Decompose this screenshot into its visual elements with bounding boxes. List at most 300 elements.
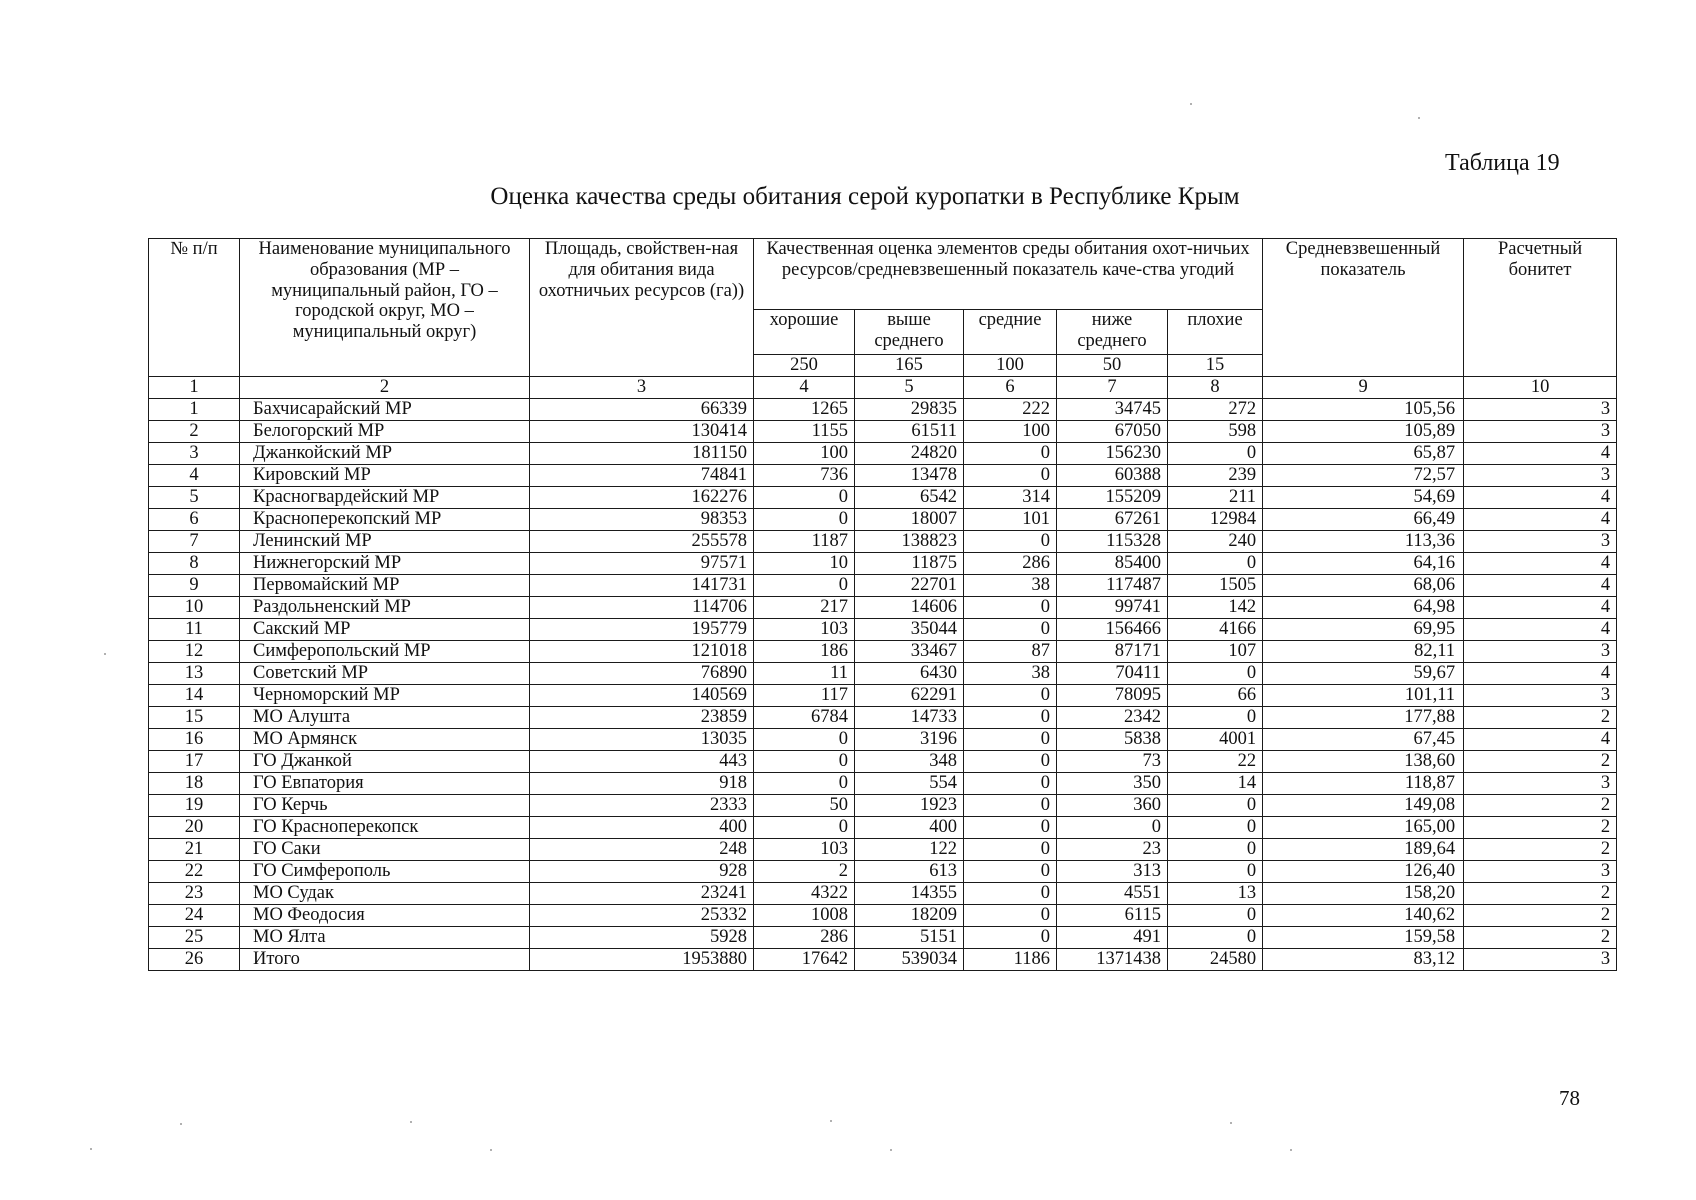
cell-good: 0 bbox=[754, 773, 855, 795]
cell-below-average: 78095 bbox=[1057, 685, 1168, 707]
cell-area: 255578 bbox=[530, 531, 754, 553]
cell-bonitet: 2 bbox=[1464, 883, 1617, 905]
header-quality: Качественная оценка элементов среды обитания охот-ничьих ресурсов/средневзвешенный показатель каче-ства угодий bbox=[754, 239, 1263, 310]
cell-poor: 14 bbox=[1168, 773, 1263, 795]
table-row bbox=[149, 531, 1617, 553]
cell-good: 736 bbox=[754, 465, 855, 487]
table-row bbox=[149, 883, 1617, 905]
cell-above-average: 18209 bbox=[855, 905, 964, 927]
cell-below-average: 156230 bbox=[1057, 443, 1168, 465]
scan-speck bbox=[104, 653, 106, 655]
cell-poor: 598 bbox=[1168, 421, 1263, 443]
cell-area: 2333 bbox=[530, 795, 754, 817]
cell-num: 11 bbox=[149, 619, 240, 641]
cell-bonitet: 2 bbox=[1464, 795, 1617, 817]
cell-above-average: 6542 bbox=[855, 487, 964, 509]
cell-above-average: 138823 bbox=[855, 531, 964, 553]
cell-num: 4 bbox=[149, 465, 240, 487]
cell-poor: 142 bbox=[1168, 597, 1263, 619]
cell-poor: 0 bbox=[1168, 839, 1263, 861]
cell-below-average: 99741 bbox=[1057, 597, 1168, 619]
table-row bbox=[149, 795, 1617, 817]
cell-num: 13 bbox=[149, 663, 240, 685]
cell-weighted: 65,87 bbox=[1263, 443, 1464, 465]
header-weighted: Средневзвешенный показатель bbox=[1263, 239, 1464, 377]
column-index-cell: 7 bbox=[1057, 377, 1168, 399]
cell-good: 1187 bbox=[754, 531, 855, 553]
cell-average: 0 bbox=[964, 795, 1057, 817]
table-row bbox=[149, 707, 1617, 729]
cell-above-average: 22701 bbox=[855, 575, 964, 597]
cell-weighted: 82,11 bbox=[1263, 641, 1464, 663]
cell-above-average: 3196 bbox=[855, 729, 964, 751]
cell-area: 66339 bbox=[530, 399, 754, 421]
cell-poor: 0 bbox=[1168, 707, 1263, 729]
cell-above-average: 6430 bbox=[855, 663, 964, 685]
cell-name: Нижнегорский МР bbox=[240, 553, 530, 575]
cell-name: Красноперекопский МР bbox=[240, 509, 530, 531]
cell-name: ГО Джанкой bbox=[240, 751, 530, 773]
cell-num: 21 bbox=[149, 839, 240, 861]
cell-num: 16 bbox=[149, 729, 240, 751]
cell-good: 117 bbox=[754, 685, 855, 707]
cell-below-average: 350 bbox=[1057, 773, 1168, 795]
cell-above-average: 539034 bbox=[855, 949, 964, 971]
cell-poor: 0 bbox=[1168, 861, 1263, 883]
cell-weighted: 149,08 bbox=[1263, 795, 1464, 817]
cell-area: 97571 bbox=[530, 553, 754, 575]
cell-above-average: 29835 bbox=[855, 399, 964, 421]
cell-good: 6784 bbox=[754, 707, 855, 729]
scan-speck bbox=[90, 1148, 92, 1150]
cell-average: 0 bbox=[964, 465, 1057, 487]
cell-bonitet: 2 bbox=[1464, 905, 1617, 927]
cell-average: 0 bbox=[964, 729, 1057, 751]
cell-area: 5928 bbox=[530, 927, 754, 949]
cell-average: 0 bbox=[964, 839, 1057, 861]
column-index-cell: 9 bbox=[1263, 377, 1464, 399]
column-index-cell: 3 bbox=[530, 377, 754, 399]
cell-num: 2 bbox=[149, 421, 240, 443]
cell-bonitet: 4 bbox=[1464, 619, 1617, 641]
weight-poor: 15 bbox=[1168, 355, 1263, 377]
cell-above-average: 35044 bbox=[855, 619, 964, 641]
cell-bonitet: 3 bbox=[1464, 773, 1617, 795]
cell-below-average: 156466 bbox=[1057, 619, 1168, 641]
cell-poor: 0 bbox=[1168, 663, 1263, 685]
cell-area: 130414 bbox=[530, 421, 754, 443]
cell-above-average: 14733 bbox=[855, 707, 964, 729]
cell-name: МО Судак bbox=[240, 883, 530, 905]
cell-below-average: 70411 bbox=[1057, 663, 1168, 685]
cell-below-average: 34745 bbox=[1057, 399, 1168, 421]
cell-poor: 4166 bbox=[1168, 619, 1263, 641]
cell-weighted: 113,36 bbox=[1263, 531, 1464, 553]
scan-speck bbox=[830, 1120, 832, 1122]
cell-name: МО Армянск bbox=[240, 729, 530, 751]
cell-poor: 211 bbox=[1168, 487, 1263, 509]
cell-average: 286 bbox=[964, 553, 1057, 575]
table-row bbox=[149, 663, 1617, 685]
cell-good: 0 bbox=[754, 487, 855, 509]
cell-poor: 272 bbox=[1168, 399, 1263, 421]
cell-above-average: 348 bbox=[855, 751, 964, 773]
cell-good: 0 bbox=[754, 751, 855, 773]
cell-num: 22 bbox=[149, 861, 240, 883]
table-row bbox=[149, 861, 1617, 883]
cell-good: 0 bbox=[754, 729, 855, 751]
column-index-cell: 8 bbox=[1168, 377, 1263, 399]
cell-weighted: 118,87 bbox=[1263, 773, 1464, 795]
cell-average: 38 bbox=[964, 663, 1057, 685]
cell-bonitet: 3 bbox=[1464, 421, 1617, 443]
cell-weighted: 64,16 bbox=[1263, 553, 1464, 575]
cell-name: Советский МР bbox=[240, 663, 530, 685]
cell-below-average: 60388 bbox=[1057, 465, 1168, 487]
cell-area: 195779 bbox=[530, 619, 754, 641]
cell-name: Сакский МР bbox=[240, 619, 530, 641]
cell-average: 0 bbox=[964, 707, 1057, 729]
table-row bbox=[149, 751, 1617, 773]
cell-above-average: 400 bbox=[855, 817, 964, 839]
cell-name: ГО Красноперекопск bbox=[240, 817, 530, 839]
table-row bbox=[149, 399, 1617, 421]
table-row bbox=[149, 443, 1617, 465]
cell-bonitet: 2 bbox=[1464, 817, 1617, 839]
cell-below-average: 4551 bbox=[1057, 883, 1168, 905]
cell-area: 918 bbox=[530, 773, 754, 795]
cell-average: 0 bbox=[964, 861, 1057, 883]
table-row bbox=[149, 553, 1617, 575]
cell-num: 5 bbox=[149, 487, 240, 509]
cell-area: 141731 bbox=[530, 575, 754, 597]
cell-average: 0 bbox=[964, 905, 1057, 927]
cell-bonitet: 2 bbox=[1464, 927, 1617, 949]
table-row bbox=[149, 597, 1617, 619]
cell-poor: 0 bbox=[1168, 795, 1263, 817]
cell-area: 23241 bbox=[530, 883, 754, 905]
cell-weighted: 64,98 bbox=[1263, 597, 1464, 619]
table-row bbox=[149, 817, 1617, 839]
cell-good: 1155 bbox=[754, 421, 855, 443]
cell-area: 1953880 bbox=[530, 949, 754, 971]
cell-bonitet: 3 bbox=[1464, 399, 1617, 421]
cell-num: 6 bbox=[149, 509, 240, 531]
weight-good: 250 bbox=[754, 355, 855, 377]
cell-below-average: 73 bbox=[1057, 751, 1168, 773]
cell-good: 0 bbox=[754, 817, 855, 839]
cell-bonitet: 4 bbox=[1464, 575, 1617, 597]
cell-above-average: 62291 bbox=[855, 685, 964, 707]
cell-num: 14 bbox=[149, 685, 240, 707]
cell-num: 26 bbox=[149, 949, 240, 971]
cell-area: 928 bbox=[530, 861, 754, 883]
cell-num: 8 bbox=[149, 553, 240, 575]
cell-weighted: 165,00 bbox=[1263, 817, 1464, 839]
cell-good: 50 bbox=[754, 795, 855, 817]
cell-above-average: 61511 bbox=[855, 421, 964, 443]
cell-area: 76890 bbox=[530, 663, 754, 685]
cell-area: 98353 bbox=[530, 509, 754, 531]
cell-average: 0 bbox=[964, 817, 1057, 839]
cell-below-average: 87171 bbox=[1057, 641, 1168, 663]
scan-speck bbox=[1418, 117, 1420, 119]
cell-above-average: 554 bbox=[855, 773, 964, 795]
cell-below-average: 360 bbox=[1057, 795, 1168, 817]
cell-above-average: 5151 bbox=[855, 927, 964, 949]
cell-name: Первомайский МР bbox=[240, 575, 530, 597]
column-index-row bbox=[149, 377, 1617, 399]
cell-average: 87 bbox=[964, 641, 1057, 663]
cell-bonitet: 4 bbox=[1464, 729, 1617, 751]
cell-below-average: 67261 bbox=[1057, 509, 1168, 531]
cell-below-average: 155209 bbox=[1057, 487, 1168, 509]
cell-average: 0 bbox=[964, 927, 1057, 949]
cell-bonitet: 3 bbox=[1464, 949, 1617, 971]
cell-area: 140569 bbox=[530, 685, 754, 707]
cell-name: Ленинский МР bbox=[240, 531, 530, 553]
cell-poor: 22 bbox=[1168, 751, 1263, 773]
cell-poor: 107 bbox=[1168, 641, 1263, 663]
weight-below-average: 50 bbox=[1057, 355, 1168, 377]
cell-name: Кировский МР bbox=[240, 465, 530, 487]
cell-name: Итого bbox=[240, 949, 530, 971]
cell-below-average: 5838 bbox=[1057, 729, 1168, 751]
cell-weighted: 67,45 bbox=[1263, 729, 1464, 751]
table-label: Таблица 19 bbox=[1445, 150, 1560, 176]
scan-speck bbox=[1190, 103, 1192, 105]
cell-good: 11 bbox=[754, 663, 855, 685]
habitat-quality-table bbox=[148, 238, 1617, 971]
cell-average: 0 bbox=[964, 773, 1057, 795]
table-row bbox=[149, 575, 1617, 597]
cell-below-average: 85400 bbox=[1057, 553, 1168, 575]
cell-poor: 0 bbox=[1168, 927, 1263, 949]
column-index-cell: 6 bbox=[964, 377, 1057, 399]
cell-poor: 24580 bbox=[1168, 949, 1263, 971]
cell-bonitet: 3 bbox=[1464, 685, 1617, 707]
cell-num: 9 bbox=[149, 575, 240, 597]
cell-below-average: 1371438 bbox=[1057, 949, 1168, 971]
cell-weighted: 69,95 bbox=[1263, 619, 1464, 641]
header-bonitet: Расчетный бонитет bbox=[1464, 239, 1617, 377]
cell-name: МО Алушта bbox=[240, 707, 530, 729]
cell-num: 12 bbox=[149, 641, 240, 663]
cell-good: 0 bbox=[754, 575, 855, 597]
cell-poor: 1505 bbox=[1168, 575, 1263, 597]
header-name: Наименование муниципального образования (МР – муниципальный район, ГО – городской округ, МО – муниципальный округ) bbox=[240, 239, 530, 377]
cell-weighted: 189,64 bbox=[1263, 839, 1464, 861]
cell-bonitet: 3 bbox=[1464, 641, 1617, 663]
cell-area: 23859 bbox=[530, 707, 754, 729]
header-average: средние bbox=[964, 310, 1057, 355]
cell-poor: 239 bbox=[1168, 465, 1263, 487]
cell-num: 7 bbox=[149, 531, 240, 553]
cell-name: ГО Симферополь bbox=[240, 861, 530, 883]
cell-area: 162276 bbox=[530, 487, 754, 509]
table-row bbox=[149, 421, 1617, 443]
cell-poor: 0 bbox=[1168, 443, 1263, 465]
cell-num: 10 bbox=[149, 597, 240, 619]
cell-below-average: 117487 bbox=[1057, 575, 1168, 597]
header-poor: плохие bbox=[1168, 310, 1263, 355]
column-index-cell: 2 bbox=[240, 377, 530, 399]
cell-average: 0 bbox=[964, 597, 1057, 619]
cell-weighted: 72,57 bbox=[1263, 465, 1464, 487]
cell-above-average: 24820 bbox=[855, 443, 964, 465]
cell-num: 17 bbox=[149, 751, 240, 773]
cell-bonitet: 4 bbox=[1464, 509, 1617, 531]
cell-good: 4322 bbox=[754, 883, 855, 905]
table-row bbox=[149, 773, 1617, 795]
cell-num: 15 bbox=[149, 707, 240, 729]
cell-bonitet: 2 bbox=[1464, 839, 1617, 861]
cell-good: 286 bbox=[754, 927, 855, 949]
cell-weighted: 105,56 bbox=[1263, 399, 1464, 421]
table-row bbox=[149, 509, 1617, 531]
cell-below-average: 313 bbox=[1057, 861, 1168, 883]
cell-weighted: 59,67 bbox=[1263, 663, 1464, 685]
column-index-cell: 4 bbox=[754, 377, 855, 399]
cell-area: 25332 bbox=[530, 905, 754, 927]
cell-poor: 4001 bbox=[1168, 729, 1263, 751]
cell-average: 101 bbox=[964, 509, 1057, 531]
cell-weighted: 138,60 bbox=[1263, 751, 1464, 773]
cell-num: 23 bbox=[149, 883, 240, 905]
cell-above-average: 14606 bbox=[855, 597, 964, 619]
cell-average: 0 bbox=[964, 619, 1057, 641]
scan-speck bbox=[490, 1149, 492, 1151]
cell-average: 222 bbox=[964, 399, 1057, 421]
cell-name: Бахчисарайский МР bbox=[240, 399, 530, 421]
cell-average: 100 bbox=[964, 421, 1057, 443]
column-index-cell: 5 bbox=[855, 377, 964, 399]
cell-num: 20 bbox=[149, 817, 240, 839]
cell-name: МО Феодосия bbox=[240, 905, 530, 927]
cell-name: Раздольненский МР bbox=[240, 597, 530, 619]
cell-area: 114706 bbox=[530, 597, 754, 619]
cell-above-average: 122 bbox=[855, 839, 964, 861]
cell-above-average: 13478 bbox=[855, 465, 964, 487]
cell-below-average: 491 bbox=[1057, 927, 1168, 949]
cell-poor: 0 bbox=[1168, 553, 1263, 575]
header-good: хорошие bbox=[754, 310, 855, 355]
scan-speck bbox=[410, 1121, 412, 1123]
cell-name: ГО Керчь bbox=[240, 795, 530, 817]
cell-below-average: 67050 bbox=[1057, 421, 1168, 443]
cell-weighted: 140,62 bbox=[1263, 905, 1464, 927]
cell-bonitet: 2 bbox=[1464, 751, 1617, 773]
table-row bbox=[149, 729, 1617, 751]
table-row bbox=[149, 905, 1617, 927]
cell-bonitet: 4 bbox=[1464, 553, 1617, 575]
cell-below-average: 6115 bbox=[1057, 905, 1168, 927]
cell-bonitet: 3 bbox=[1464, 531, 1617, 553]
cell-good: 2 bbox=[754, 861, 855, 883]
cell-good: 217 bbox=[754, 597, 855, 619]
cell-bonitet: 4 bbox=[1464, 487, 1617, 509]
weight-above-average: 165 bbox=[855, 355, 964, 377]
table-row bbox=[149, 641, 1617, 663]
header-area: Площадь, свойствен-ная для обитания вида охотничьих ресурсов (га)) bbox=[530, 239, 754, 377]
cell-above-average: 1923 bbox=[855, 795, 964, 817]
cell-name: Симферопольский МР bbox=[240, 641, 530, 663]
cell-bonitet: 3 bbox=[1464, 465, 1617, 487]
cell-above-average: 613 bbox=[855, 861, 964, 883]
table-row bbox=[149, 949, 1617, 971]
cell-average: 38 bbox=[964, 575, 1057, 597]
table-row bbox=[149, 465, 1617, 487]
cell-poor: 13 bbox=[1168, 883, 1263, 905]
scan-speck bbox=[1290, 1149, 1292, 1151]
cell-name: Красногвардейский МР bbox=[240, 487, 530, 509]
scan-speck bbox=[180, 1123, 182, 1125]
cell-name: ГО Саки bbox=[240, 839, 530, 861]
cell-bonitet: 4 bbox=[1464, 597, 1617, 619]
table-row bbox=[149, 685, 1617, 707]
table-row bbox=[149, 487, 1617, 509]
cell-weighted: 66,49 bbox=[1263, 509, 1464, 531]
cell-poor: 0 bbox=[1168, 905, 1263, 927]
table-row bbox=[149, 927, 1617, 949]
cell-bonitet: 3 bbox=[1464, 861, 1617, 883]
cell-area: 181150 bbox=[530, 443, 754, 465]
table-row bbox=[149, 619, 1617, 641]
header-below-average: ниже среднего bbox=[1057, 310, 1168, 355]
cell-good: 17642 bbox=[754, 949, 855, 971]
cell-weighted: 158,20 bbox=[1263, 883, 1464, 905]
cell-weighted: 126,40 bbox=[1263, 861, 1464, 883]
cell-name: Белогорский МР bbox=[240, 421, 530, 443]
cell-name: МО Ялта bbox=[240, 927, 530, 949]
scan-speck bbox=[1230, 1122, 1232, 1124]
cell-average: 314 bbox=[964, 487, 1057, 509]
cell-average: 1186 bbox=[964, 949, 1057, 971]
cell-below-average: 2342 bbox=[1057, 707, 1168, 729]
cell-area: 74841 bbox=[530, 465, 754, 487]
cell-poor: 66 bbox=[1168, 685, 1263, 707]
cell-num: 25 bbox=[149, 927, 240, 949]
cell-average: 0 bbox=[964, 443, 1057, 465]
cell-bonitet: 2 bbox=[1464, 707, 1617, 729]
cell-area: 443 bbox=[530, 751, 754, 773]
cell-above-average: 14355 bbox=[855, 883, 964, 905]
cell-bonitet: 4 bbox=[1464, 663, 1617, 685]
scan-speck bbox=[890, 1149, 892, 1151]
cell-weighted: 83,12 bbox=[1263, 949, 1464, 971]
cell-bonitet: 4 bbox=[1464, 443, 1617, 465]
cell-num: 24 bbox=[149, 905, 240, 927]
cell-weighted: 54,69 bbox=[1263, 487, 1464, 509]
cell-good: 1008 bbox=[754, 905, 855, 927]
weight-average: 100 bbox=[964, 355, 1057, 377]
cell-weighted: 101,11 bbox=[1263, 685, 1464, 707]
cell-area: 13035 bbox=[530, 729, 754, 751]
cell-good: 100 bbox=[754, 443, 855, 465]
cell-average: 0 bbox=[964, 883, 1057, 905]
column-index-cell: 1 bbox=[149, 377, 240, 399]
cell-above-average: 33467 bbox=[855, 641, 964, 663]
cell-below-average: 0 bbox=[1057, 817, 1168, 839]
cell-above-average: 11875 bbox=[855, 553, 964, 575]
cell-name: Джанкойский МР bbox=[240, 443, 530, 465]
cell-num: 19 bbox=[149, 795, 240, 817]
cell-good: 1265 bbox=[754, 399, 855, 421]
cell-name: ГО Евпатория bbox=[240, 773, 530, 795]
cell-good: 0 bbox=[754, 509, 855, 531]
column-index-cell: 10 bbox=[1464, 377, 1617, 399]
cell-area: 121018 bbox=[530, 641, 754, 663]
